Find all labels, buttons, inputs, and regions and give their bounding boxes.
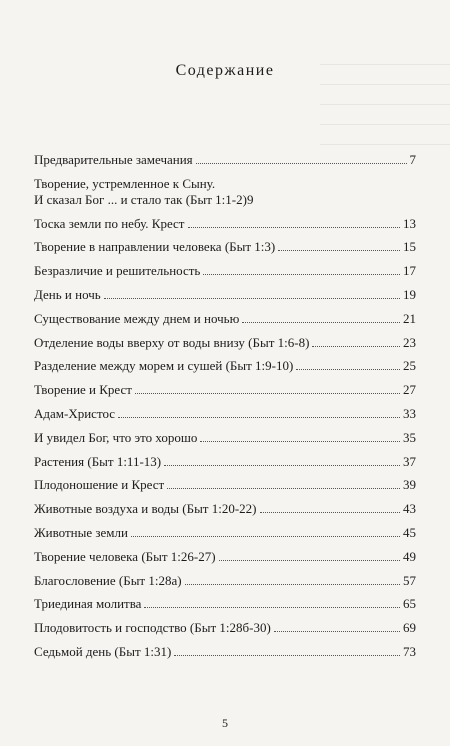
page-number: 5: [222, 716, 228, 730]
toc-entry-label-line1: Творение, устремленное к Сыну.: [34, 175, 216, 191]
toc-entry-label: Предварительные замечания: [34, 152, 193, 167]
dot-leader: [278, 250, 400, 251]
toc-entry: [34, 152, 416, 168]
toc-entry: [34, 573, 416, 589]
toc-entry-page: 39: [403, 477, 416, 493]
dot-leader: [144, 607, 400, 608]
toc-entry: [34, 358, 416, 374]
toc-entry: [34, 644, 416, 660]
toc-entry-page: 15: [403, 239, 416, 255]
toc-entry-page: 69: [403, 620, 416, 636]
toc-entry-label: Тоска земли по небу. Крест: [34, 215, 185, 231]
toc-entry: [34, 596, 416, 612]
dot-leader: [185, 584, 400, 585]
dot-leader: [242, 322, 400, 323]
toc-entry-label: Благословение (Быт 1:28а): [34, 572, 182, 588]
dot-leader: [200, 441, 400, 442]
toc-entry-label: Адам-Христос: [34, 405, 116, 421]
toc-entry-page: 33: [403, 405, 416, 421]
toc-entry: [34, 216, 416, 232]
toc-entry-label: Существование между днем и ночью: [34, 310, 240, 326]
toc-entry: [34, 311, 416, 327]
toc-entry-page: 9: [246, 191, 254, 207]
toc-entry-page: 43: [403, 501, 416, 517]
toc-entry-page: 57: [403, 572, 416, 588]
toc-entry-label: Плодоношение и Крест: [34, 477, 165, 493]
toc-entry-label: Животные земли: [34, 524, 128, 540]
toc-entry-label: Творение в направлении человека (Быт 1:3): [34, 239, 276, 255]
toc-entry-label: Седьмой день (Быт 1:31): [34, 643, 172, 659]
toc-entry-page: 27: [403, 382, 416, 398]
toc-entry: [34, 287, 416, 303]
dot-leader: [174, 655, 400, 656]
toc-entry: [34, 501, 416, 517]
toc-entry-label: Триединая молитва: [34, 596, 142, 612]
toc-entry: [34, 477, 416, 493]
dot-leader: [203, 274, 400, 275]
dot-leader: [131, 536, 400, 537]
dot-leader: [312, 346, 400, 347]
toc-entry-label: Растения (Быт 1:11-13): [34, 453, 162, 469]
toc-entry: [34, 382, 416, 398]
toc-entry-page: 37: [403, 453, 416, 469]
toc-entry: [34, 335, 416, 351]
toc-entry-label: Безразличие и решительность: [34, 263, 201, 279]
dot-leader: [274, 631, 400, 632]
toc-entry: [34, 549, 416, 565]
toc-entry: [34, 454, 416, 470]
toc-entry-label: Отделение воды вверху от воды внизу (Быт 1:6-8): [34, 334, 310, 350]
toc-entry-label: И увидел Бог, что это хорошо: [34, 429, 198, 445]
toc-entry: [34, 430, 416, 446]
toc-entry-label: День и ночь: [34, 286, 101, 302]
toc-entry-page: 65: [403, 596, 416, 612]
toc-entry-page: 13: [403, 215, 416, 231]
toc-entry-page: 25: [403, 358, 416, 374]
dot-leader: [188, 227, 401, 228]
toc-entry: [34, 620, 416, 636]
dot-leader: [167, 488, 400, 489]
toc-entry: [34, 176, 416, 208]
toc-entry: [34, 239, 416, 255]
toc-entry: [34, 263, 416, 279]
toc-entry-label: И сказал Бог ... и стало так (Быт 1:1-2): [34, 191, 247, 207]
toc-entry-label: Разделение между морем и сушей (Быт 1:9-10): [34, 358, 294, 374]
dot-leader: [219, 560, 400, 561]
toc-entry-page: 73: [403, 643, 416, 659]
page-title: Содержание: [175, 62, 275, 79]
toc-entry-page: 17: [403, 263, 416, 279]
toc-entry-label: Творение и Крест: [34, 382, 132, 398]
dot-leader: [118, 417, 400, 418]
toc-entry-page: 35: [403, 429, 416, 445]
toc-entry-page: 7: [409, 152, 416, 167]
toc-entry-page: 19: [403, 286, 416, 302]
dot-leader: [164, 465, 400, 466]
dot-leader: [296, 369, 400, 370]
dot-leader: [104, 298, 400, 299]
toc-entry-page: 21: [403, 310, 416, 326]
dot-leader: [196, 163, 407, 164]
dot-leader: [260, 512, 401, 513]
toc-entry-page: 45: [403, 524, 416, 540]
toc-entry-label: Творение человека (Быт 1:26-27): [34, 548, 216, 564]
toc-entry: [34, 406, 416, 422]
toc-entry: [34, 525, 416, 541]
dot-leader: [135, 393, 400, 394]
toc-entry-page: 23: [403, 334, 416, 350]
toc-entry-label: Плодовитость и господство (Быт 1:28б-30): [34, 620, 271, 636]
toc-entry-label: Животные воздуха и воды (Быт 1:20-22): [34, 501, 257, 517]
table-of-contents: [34, 152, 416, 668]
toc-entry-page: 49: [403, 548, 416, 564]
